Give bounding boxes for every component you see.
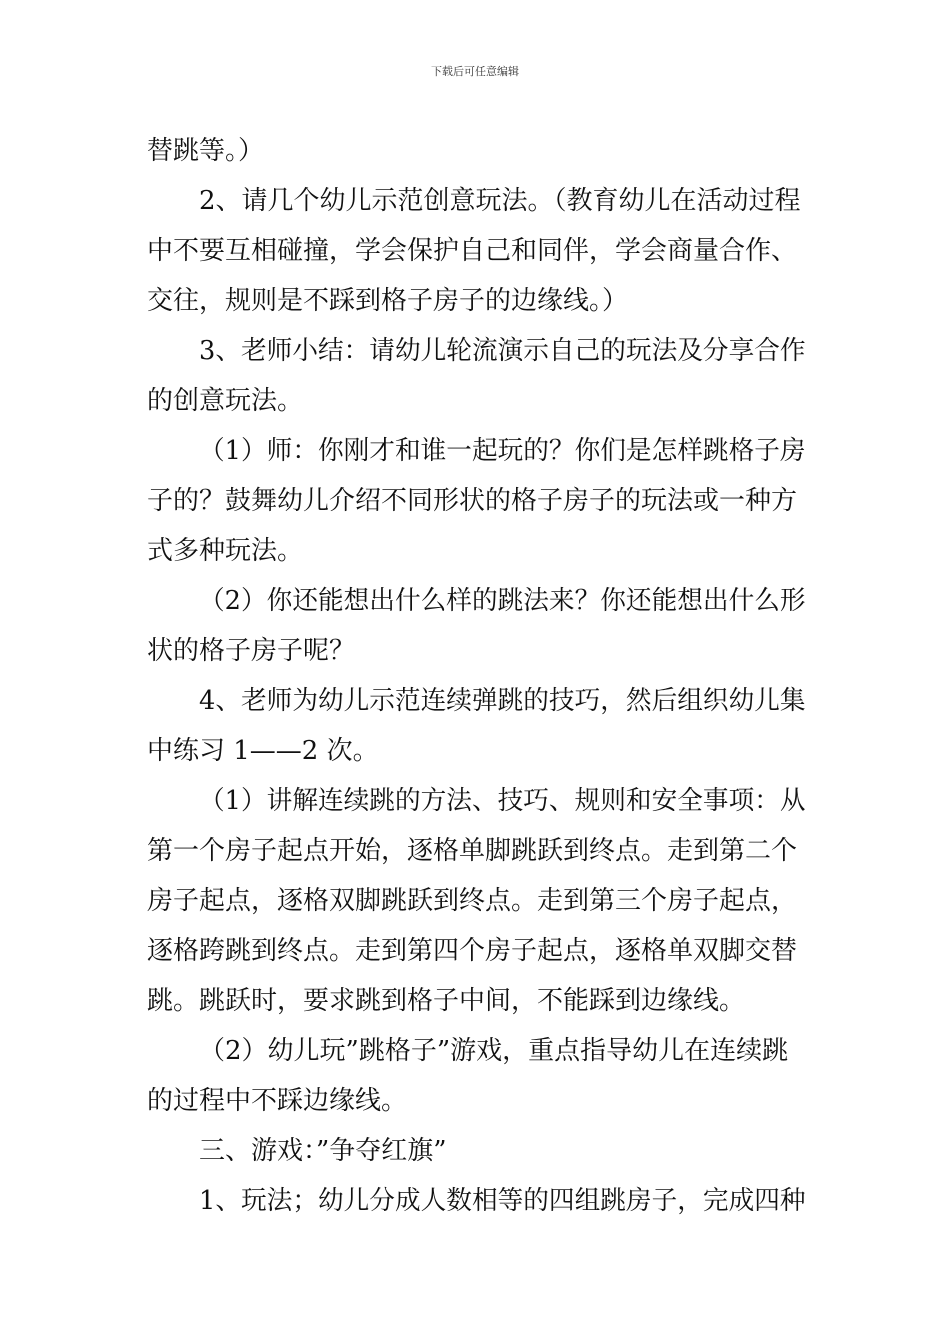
text-line: 式多种玩法。 xyxy=(147,536,304,566)
text-line: 第一个房子起点开始，逐格单脚跳跃到终点。走到第二个 xyxy=(147,836,798,866)
text-line: 的创意玩法。 xyxy=(147,386,304,416)
text-line: 替跳等。） xyxy=(147,136,265,166)
text-line: （2）幼儿玩”跳格子”游戏，重点指导幼儿在连续跳 xyxy=(199,1036,789,1066)
text-line: 中练习 1——2 次。 xyxy=(147,736,379,766)
text-line: 房子起点，逐格双脚跳跃到终点。走到第三个房子起点， xyxy=(147,886,798,916)
text-line: 跳。跳跃时，要求跳到格子中间，不能踩到边缘线。 xyxy=(147,986,746,1016)
text-line: 交往，规则是不踩到格子房子的边缘线。） xyxy=(147,286,629,316)
text-line: 子的？鼓舞幼儿介绍不同形状的格子房子的玩法或一种方 xyxy=(147,486,798,516)
text-line: 状的格子房子呢？ xyxy=(147,636,356,666)
text-line: 2、请几个幼儿示范创意玩法。（教育幼儿在活动过程 xyxy=(199,186,801,216)
text-line: 4、老师为幼儿示范连续弹跳的技巧，然后组织幼儿集 xyxy=(199,686,806,716)
text-line: （1）讲解连续跳的方法、技巧、规则和安全事项：从 xyxy=(199,786,806,816)
section-heading: 三、游戏：”争夺红旗” xyxy=(199,1136,447,1166)
text-line: 1、玩法；幼儿分成人数相等的四组跳房子，完成四种 xyxy=(199,1186,806,1216)
text-line: 逐格跨跳到终点。走到第四个房子起点，逐格单双脚交替 xyxy=(147,936,798,966)
page-header: 下载后可任意编辑 xyxy=(431,65,519,78)
text-line: 3、老师小结：请幼儿轮流演示自己的玩法及分享合作 xyxy=(199,336,806,366)
text-line: （1）师：你刚才和谁一起玩的？你们是怎样跳格子房 xyxy=(199,436,806,466)
text-line: 中不要互相碰撞，学会保护自己和同伴，学会商量合作、 xyxy=(147,236,798,266)
text-line: 的过程中不踩边缘线。 xyxy=(147,1086,408,1116)
text-line: （2）你还能想出什么样的跳法来？你还能想出什么形 xyxy=(199,586,806,616)
